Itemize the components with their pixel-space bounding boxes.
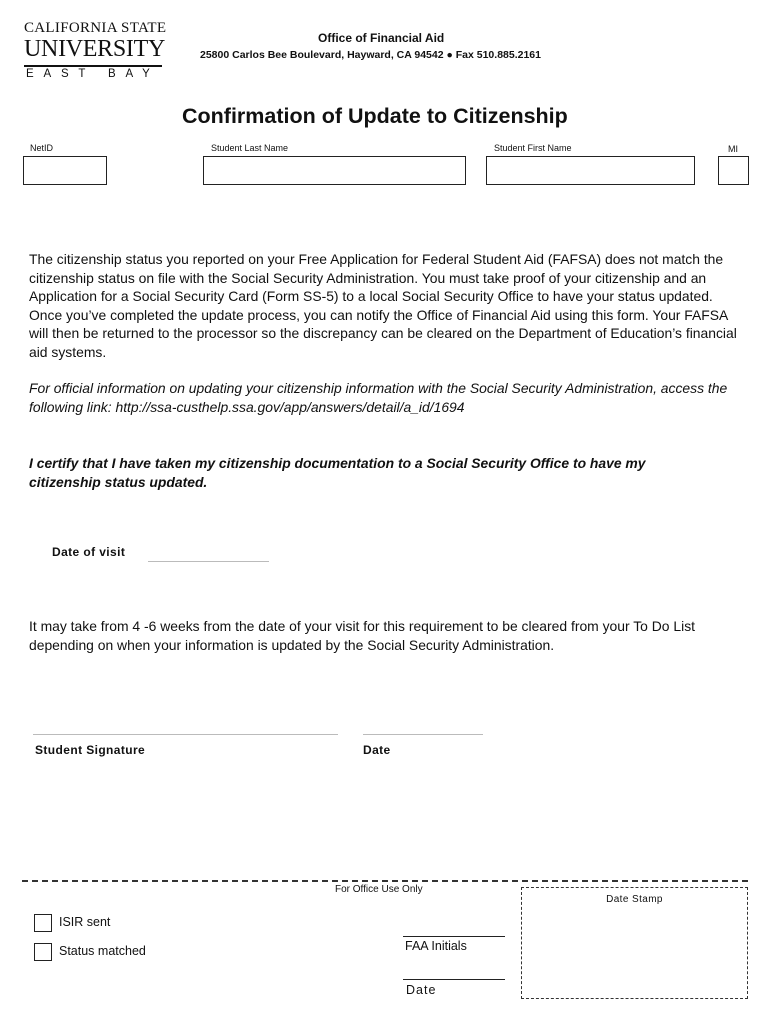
netid-label: NetID (30, 143, 54, 153)
signature-date-field[interactable] (363, 734, 483, 735)
office-date-label: Date (406, 983, 437, 997)
status-matched-checkbox[interactable] (34, 943, 52, 961)
date-of-visit-field[interactable] (148, 561, 269, 562)
certification-statement: I certify that I have taken my citizenship documentation to a Social Security Office to have my citizenship status updated. (29, 455, 646, 490)
office-date-field[interactable] (403, 979, 505, 980)
status-matched-label: Status matched (59, 944, 146, 958)
university-logo (24, 20, 167, 80)
date-stamp-box (521, 887, 748, 999)
official-info-paragraph: For official information on updating your citizenship information with the Social Security Administration, access the following link: http://ssa-custhelp.ssa.gov/app/answers/detail/a_id/1694 (29, 380, 728, 415)
student-signature-field[interactable] (33, 734, 338, 735)
logo-line-2: UNIVERSITY (24, 36, 165, 62)
first-name-field[interactable] (486, 156, 695, 185)
date-of-visit-label: Date of visit (52, 545, 126, 559)
signature-date-label: Date (363, 743, 391, 757)
mi-field[interactable] (718, 156, 749, 185)
logo-line-1: CALIFORNIA STATE (24, 20, 167, 36)
citizenship-paragraph: The citizenship status you reported on your Free Application for Federal Student Aid (FAFSA) does not match the citizenship status on file with the Social Security Administration. You must take proof of your citizenship and an Application for a Social Security Card (Form SS-5) to a local Social Security Office to have your status updated. Once you’ve completed the update process, you can notify the Office of Financial Aid using this form. Your FAFSA will then be returned to the processor so the discrepancy can be cleared on the Department of Education’s financial aid systems. (29, 251, 737, 360)
office-name: Office of Financial Aid (318, 31, 445, 45)
date-stamp-label: Date Stamp (606, 894, 663, 905)
mi-label: MI (728, 144, 738, 154)
isir-sent-checkbox[interactable] (34, 914, 52, 932)
first-name-label: Student First Name (494, 143, 572, 153)
student-signature-label: Student Signature (35, 743, 146, 757)
last-name-label: Student Last Name (211, 143, 289, 153)
logo-rule (24, 65, 162, 67)
faa-initials-label: FAA Initials (405, 939, 467, 953)
last-name-field[interactable] (203, 156, 466, 185)
logo-line-3: EAST BAY (26, 68, 160, 80)
office-address: 25800 Carlos Bee Boulevard, Hayward, CA 94542 ● Fax 510.885.2161 (200, 49, 541, 61)
office-use-heading: For Office Use Only (335, 884, 423, 895)
page-title: Confirmation of Update to Citizenship (182, 104, 568, 128)
netid-field[interactable] (23, 156, 107, 185)
timing-paragraph: It may take from 4 -6 weeks from the date of your visit for this requirement to be cleared from your To Do List depending on when your information is updated by the Social Security Administration. (29, 618, 695, 653)
isir-sent-label: ISIR sent (59, 915, 111, 929)
office-use-divider (22, 880, 748, 882)
faa-initials-field[interactable] (403, 936, 505, 937)
